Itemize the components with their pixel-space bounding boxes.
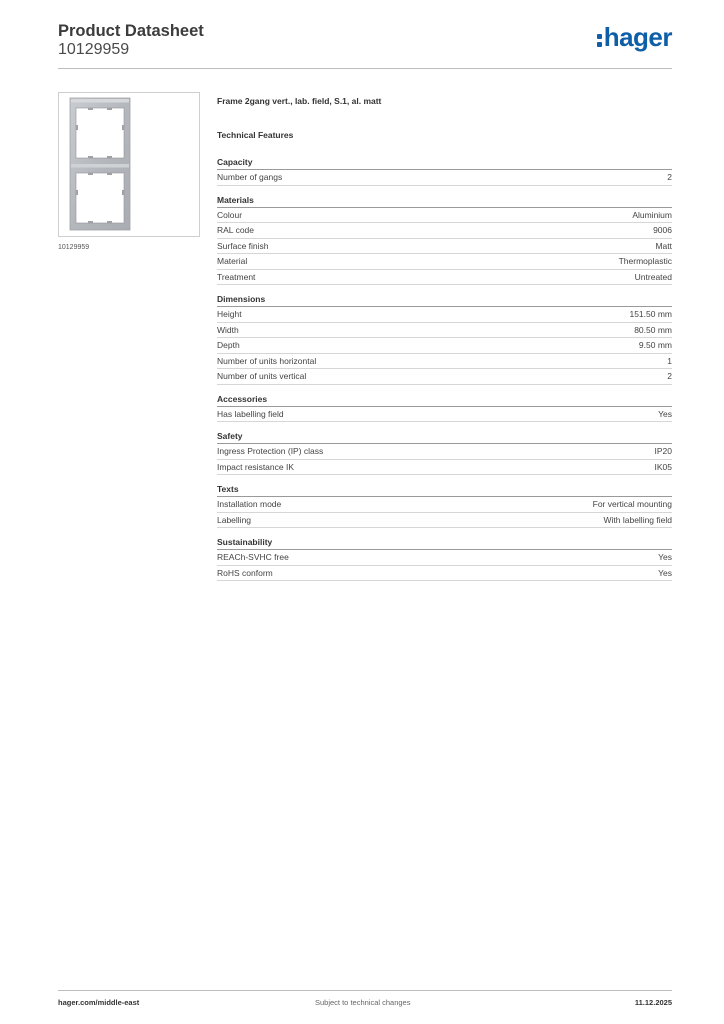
feature-sections <box>217 155 672 581</box>
section-heading: Safety <box>217 429 672 444</box>
feature-value: Untreated <box>634 271 672 282</box>
product-details <box>217 94 672 588</box>
feature-value: 151.50 mm <box>629 309 672 319</box>
footer-date: 11.12.2025 <box>634 998 672 1007</box>
logo-text: hager <box>603 22 672 52</box>
section-heading: Capacity <box>217 155 672 170</box>
feature-label: Depth <box>217 340 240 350</box>
feature-row <box>217 369 672 385</box>
feature-label: Number of gangs <box>217 172 283 182</box>
section-dimensions <box>217 292 672 385</box>
feature-label: RoHS conform <box>217 567 273 578</box>
feature-value: 80.50 mm <box>634 324 672 335</box>
feature-value: For vertical mounting <box>592 499 672 509</box>
feature-row <box>217 407 672 423</box>
section-texts <box>217 482 672 528</box>
feature-label: Has labelling field <box>217 408 284 419</box>
feature-value: IK05 <box>654 461 672 472</box>
footer-website: hager.com/middle-east <box>58 998 140 1007</box>
feature-row <box>217 323 672 339</box>
feature-row <box>217 354 672 370</box>
image-caption: 10129959 <box>58 244 90 251</box>
feature-value: IP20 <box>654 446 672 456</box>
section-sustainability <box>217 535 672 581</box>
logo-colon-icon <box>597 30 603 46</box>
feature-row <box>217 460 672 476</box>
header-divider <box>58 68 672 69</box>
feature-row <box>217 208 672 224</box>
feature-row <box>217 239 672 255</box>
feature-label: Impact resistance IK <box>217 461 295 472</box>
section-heading: Dimensions <box>217 292 672 307</box>
section-heading: Sustainability <box>217 535 672 550</box>
section-safety <box>217 429 672 475</box>
feature-label: Colour <box>217 209 243 220</box>
feature-value: With labelling field <box>603 514 672 525</box>
feature-label: Number of units vertical <box>217 371 307 381</box>
feature-value: Yes <box>658 408 672 419</box>
feature-label: Width <box>217 324 239 335</box>
feature-row <box>217 170 672 186</box>
feature-label: RAL code <box>217 225 255 235</box>
section-heading: Texts <box>217 482 672 497</box>
feature-row <box>217 513 672 529</box>
page-title: Product Datasheet <box>58 22 204 40</box>
feature-label: Surface finish <box>217 240 269 251</box>
feature-row <box>217 254 672 270</box>
technical-features-heading: Technical Features <box>217 130 294 140</box>
feature-value: Matt <box>655 240 672 251</box>
footer-notice: Subject to technical changes <box>315 998 411 1007</box>
feature-label: Ingress Protection (IP) class <box>217 446 324 456</box>
feature-label: Installation mode <box>217 499 282 509</box>
section-heading: Accessories <box>217 392 672 407</box>
section-accessories <box>217 392 672 423</box>
feature-value: Yes <box>658 552 672 562</box>
product-title: Frame 2gang vert., lab. field, S.1, al. matt <box>217 96 382 106</box>
feature-label: REACh-SVHC free <box>217 552 289 562</box>
feature-label: Labelling <box>217 514 252 525</box>
footer-divider <box>58 990 672 991</box>
feature-row <box>217 338 672 354</box>
frame-2gang-icon <box>59 93 199 236</box>
feature-row <box>217 497 672 513</box>
section-capacity <box>217 155 672 186</box>
document-number: 10129959 <box>58 41 130 58</box>
section-materials <box>217 193 672 286</box>
feature-row <box>217 223 672 239</box>
feature-row <box>217 566 672 582</box>
feature-value: 2 <box>667 172 672 182</box>
feature-row <box>217 444 672 460</box>
page-footer <box>58 998 672 1010</box>
feature-row <box>217 307 672 323</box>
feature-value: 9006 <box>653 225 672 235</box>
page-header <box>58 22 672 68</box>
feature-row <box>217 270 672 286</box>
product-image <box>58 92 200 237</box>
feature-label: Height <box>217 309 242 319</box>
hager-logo <box>597 24 672 50</box>
feature-value: Yes <box>658 567 672 578</box>
feature-value: 1 <box>667 355 672 366</box>
section-heading: Materials <box>217 193 672 208</box>
feature-label: Treatment <box>217 271 256 282</box>
feature-label: Material <box>217 256 248 266</box>
feature-label: Number of units horizontal <box>217 355 317 366</box>
feature-value: Thermoplastic <box>618 256 672 266</box>
feature-value: Aluminium <box>632 209 672 220</box>
feature-row <box>217 550 672 566</box>
feature-value: 2 <box>667 371 672 381</box>
feature-value: 9.50 mm <box>638 340 672 350</box>
